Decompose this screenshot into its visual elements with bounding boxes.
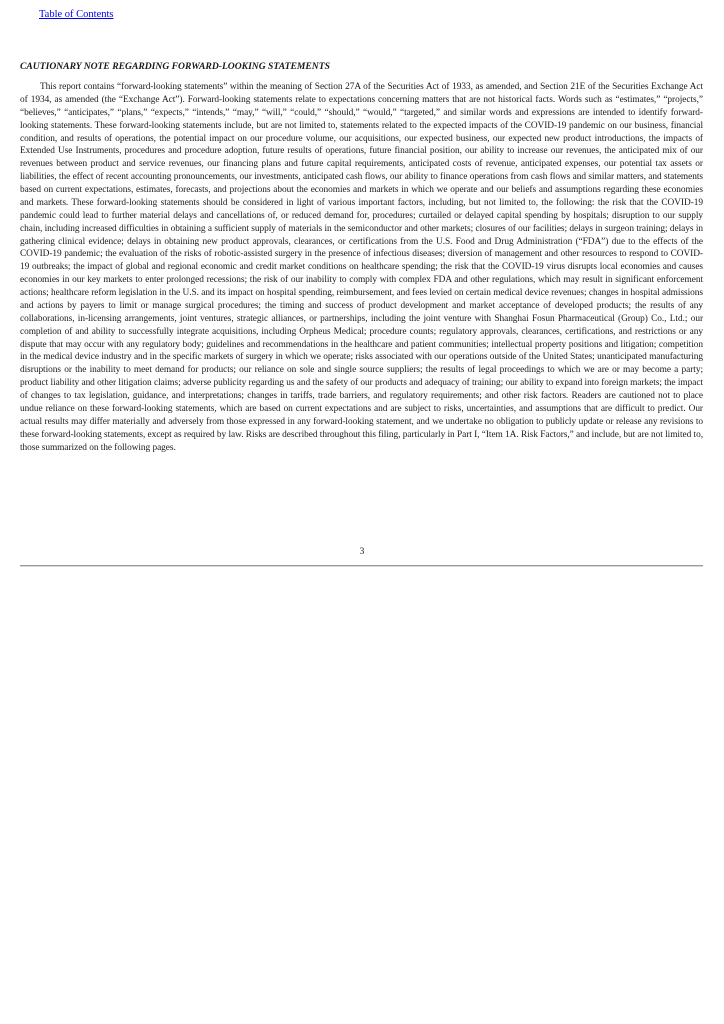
table-of-contents-link[interactable]: Table of Contents [39, 9, 114, 20]
page-number: 3 [359, 547, 365, 557]
cautionary-note-paragraph: This report contains “forward-looking statements” within the meaning of Section 27A of the Securities Act of 1933, as amended, and Section 21E of the Securities Exchange Act of 1934, as amended (the “Exchange Act”). Forward-looking statements relate to expectations concerning matters that are not historical facts. Words such as “estimates,” “projects,” “believes,” “anticipates,” “plans,” “expects,” “intends,” “may,” “will,” “could,” “should,” “would,” “targeted,” and similar words and expressions are intended to identify forward-looking statements. These forward-looking statements include, but are not limited to, statements related to the expected impacts of the COVID-19 pandemic on our business, financial condition, and results of operations, the potential impact on our procedure volume, our acquisitions, our expected business, our expected new product introductions, the impacts of Extended Use Instruments, procedures and procedure adoption, future results of operations, future financial position, our ability to increase our revenues, the anticipated mix of our revenues between product and service revenues, our financing plans and future capital requirements, anticipated costs of revenue, anticipated expenses, our potential tax assets or liabilities, the effect of recent accounting pronouncements, our investments, anticipated cash flows, our ability to finance operations from cash flows and similar matters, and statements based on current expectations, estimates, forecasts, and projections about the economies and markets in which we operate and our beliefs and assumptions regarding these economies and markets. These forward-looking statements should be considered in light of various important factors, including, but not limited to, the following: the risk that the COVID-19 pandemic could lead to further material delays and cancellations of, or reduced demand for, procedures; curtailed or delayed capital spending by hospitals; disruption to our supply chain, including increased difficulties in obtaining a sufficient supply of materials in the semiconductor and other markets; closures of our facilities; delays in surgeon training; delays in gathering clinical evidence; delays in obtaining new product approvals, clearances, or certifications from the U.S. Food and Drug Administration (“FDA”) due to the effects of the COVID-19 pandemic; the evaluation of the risks of robotic-assisted surgery in the presence of infectious diseases; diversion of management and other resources to respond to COVID-19 outbreaks; the impact of global and regional economic and credit market conditions on healthcare spending; the risk that the COVID-19 virus disrupts local economies and causes economies in our key markets to enter prolonged recessions; the risk of our inability to comply with complex FDA and other regulations, which may result in significant enforcement actions; healthcare reform legislation in the U.S. and its impact on hospital spending, reimbursement, and fees levied on certain medical device revenues; changes in hospital admissions and actions by payers to limit or manage surgical procedures; the timing and success of product development and market acceptance of developed products; the results of any collaborations, in-licensing arrangements, joint ventures, strategic alliances, or partnerships, including the joint venture with Shanghai Fosun Pharmaceutical (Group) Co., Ltd.; our completion of and ability to successfully integrate acquisitions, including Orpheus Medical; procedure counts; regulatory approvals, clearances, certifications, and restrictions or any dispute that may occur with any regulatory body; guidelines and recommendations in the healthcare and patient communities; intellectual property positions and litigation; competition in the medical device industry and in the specific markets of surgery in which we operate; risks associated with our operations outside of the United States; unanticipated manufacturing disruptions or the inability to meet demand for products; our reliance on sole and single source suppliers; the results of legal proceedings to which we are or may become a party; product liability and other litigation claims; adverse publicity regarding us and the safety of our products and adequacy of training; our ability to expand into foreign markets; the impact of changes to tax legislation, guidance, and interpretations; changes in tariffs, trade barriers, and regulatory requirements; and other risk factors. Readers are cautioned not to place undue reliance on these forward-looking statements, which are based on current expectations and are subject to risks, uncertainties, and assumptions that are difficult to predict. Our actual results may differ materially and adversely from those expressed in any forward-looking statement, and we undertake no obligation to publicly update or release any revisions to these forward-looking statements, except as required by law. Risks are described throughout this filing, particularly in Part I, “Item 1A. Risk Factors,” and include, but are not limited to, those summarized on the following pages. [20, 82, 703, 453]
section-heading: CAUTIONARY NOTE REGARDING FORWARD-LOOKING STATEMENTS [20, 61, 330, 72]
page-divider [20, 565, 703, 566]
